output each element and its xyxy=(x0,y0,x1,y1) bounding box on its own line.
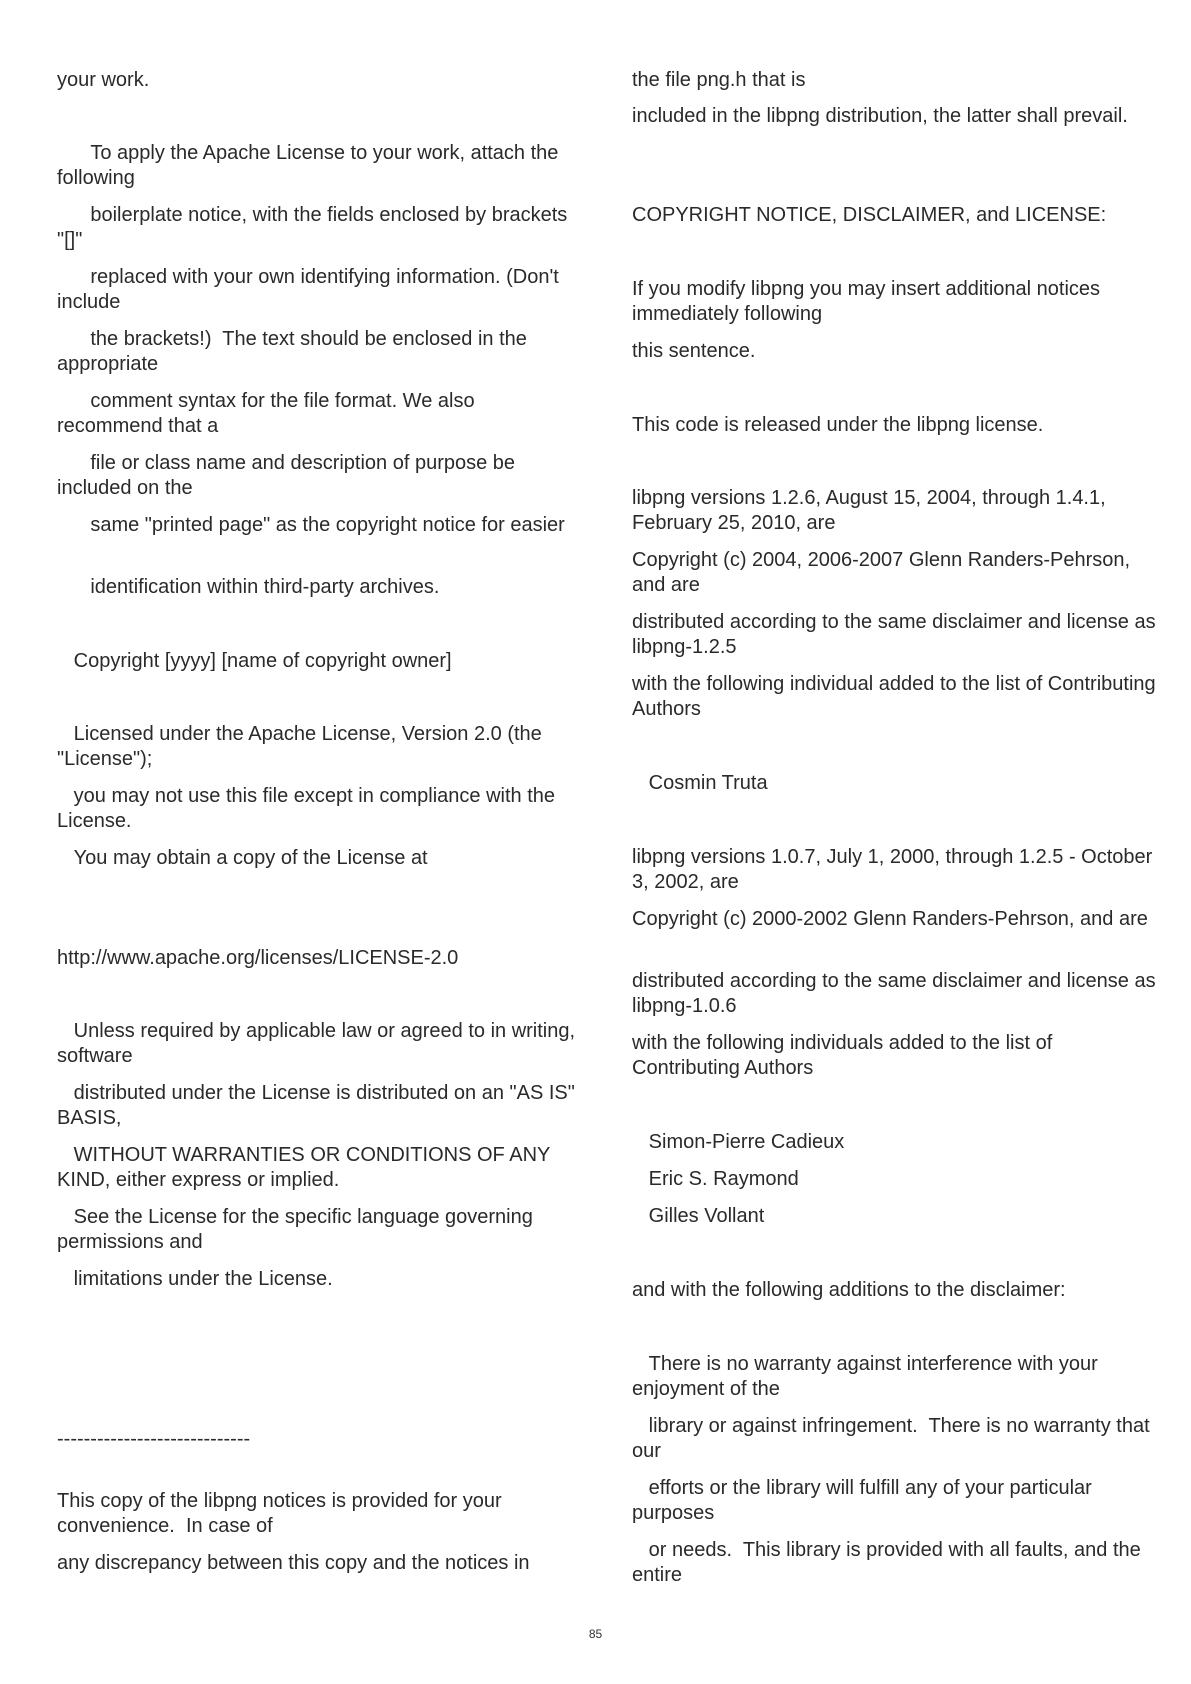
right-paragraph-19: and with the following additions to the disclaimer: xyxy=(632,1279,1066,1301)
right-paragraph-10: with the following individual added to the list of Contributing Authors xyxy=(632,673,1161,720)
right-paragraph-14: distributed according to the same disclaimer and license as libpng-1.0.6 xyxy=(632,970,1162,1017)
right-paragraph-23: or needs. This library is provided with all faults, and the entire xyxy=(632,1539,1147,1586)
right-paragraph-12: libpng versions 1.0.7, July 1, 2000, through 1.2.5 - October 3, 2002, are xyxy=(632,846,1158,893)
right-paragraph-7: libpng versions 1.2.6, August 15, 2004, through 1.4.1, February 25, 2010, are xyxy=(632,487,1112,534)
right-paragraph-15: with the following individuals added to the list of Contributing Authors xyxy=(632,1032,1058,1079)
left-paragraph-19: limitations under the License. xyxy=(57,1268,333,1290)
right-paragraph-16: Simon-Pierre Cadieux xyxy=(632,1131,845,1153)
left-paragraph-20: This copy of the libpng notices is provided for your convenience. In case of xyxy=(57,1490,508,1537)
right-paragraph-3: COPYRIGHT NOTICE, DISCLAIMER, and LICENSE: xyxy=(632,204,1107,226)
right-paragraph-2: included in the libpng distribution, the latter shall prevail. xyxy=(632,105,1128,127)
left-paragraph-7: file or class name and description of purpose be included on the xyxy=(57,452,521,499)
right-paragraph-20: There is no warranty against interference with your enjoyment of the xyxy=(632,1353,1104,1400)
right-paragraph-11: Cosmin Truta xyxy=(632,772,768,794)
left-paragraph-17: WITHOUT WARRANTIES OR CONDITIONS OF ANY KIND, either express or implied. xyxy=(57,1144,556,1191)
left-paragraph-16: distributed under the License is distributed on an "AS IS" BASIS, xyxy=(57,1082,581,1129)
right-paragraph-6: This code is released under the libpng license. xyxy=(632,414,1044,436)
right-paragraph-1: the file png.h that is xyxy=(632,69,806,91)
page-number: 85 xyxy=(588,1627,603,1641)
left-paragraph-1: your work. xyxy=(57,69,150,91)
left-paragraph-9: identification within third-party archives. xyxy=(57,576,440,598)
right-paragraph-18: Gilles Vollant xyxy=(632,1205,765,1227)
right-paragraph-21: library or against infringement. There is no warranty that our xyxy=(632,1415,1156,1462)
right-paragraph-4: If you modify libpng you may insert additional notices immediately following xyxy=(632,278,1106,325)
left-paragraph-18: See the License for the specific language governing permissions and xyxy=(57,1206,539,1253)
right-paragraph-22: efforts or the library will fulfill any of your particular purposes xyxy=(632,1477,1098,1524)
left-paragraph-21: any discrepancy between this copy and the notices in xyxy=(57,1552,530,1574)
left-paragraph-3: boilerplate notice, with the fields enclosed by brackets "[]" xyxy=(57,204,573,251)
left-paragraph-4: replaced with your own identifying information. (Don't include xyxy=(57,266,565,313)
left-divider: ----------------------------- xyxy=(57,1428,251,1450)
right-paragraph-17: Eric S. Raymond xyxy=(632,1168,799,1190)
right-paragraph-5: this sentence. xyxy=(632,340,756,362)
left-paragraph-8: same "printed page" as the copyright notice for easier xyxy=(57,514,565,536)
right-paragraph-9: distributed according to the same disclaimer and license as libpng-1.2.5 xyxy=(632,611,1162,658)
right-paragraph-8: Copyright (c) 2004, 2006-2007 Glenn Randers-Pehrson, and are xyxy=(632,549,1136,596)
left-paragraph-10: Copyright [yyyy] [name of copyright owner] xyxy=(57,650,452,672)
left-paragraph-15: Unless required by applicable law or agreed to in writing, software xyxy=(57,1020,581,1067)
left-paragraph-6: comment syntax for the file format. We also recommend that a xyxy=(57,390,481,437)
left-paragraph-2: To apply the Apache License to your work, attach the following xyxy=(57,142,564,189)
right-paragraph-13: Copyright (c) 2000-2002 Glenn Randers-Pehrson, and are xyxy=(632,908,1148,930)
left-paragraph-13: You may obtain a copy of the License at xyxy=(57,847,428,869)
left-paragraph-5: the brackets!) The text should be enclosed in the appropriate xyxy=(57,328,533,375)
left-paragraph-14: http://www.apache.org/licenses/LICENSE-2.0 xyxy=(57,947,459,969)
left-paragraph-11: Licensed under the Apache License, Version 2.0 (the "License"); xyxy=(57,723,548,770)
left-paragraph-12: you may not use this file except in compliance with the License. xyxy=(57,785,561,832)
